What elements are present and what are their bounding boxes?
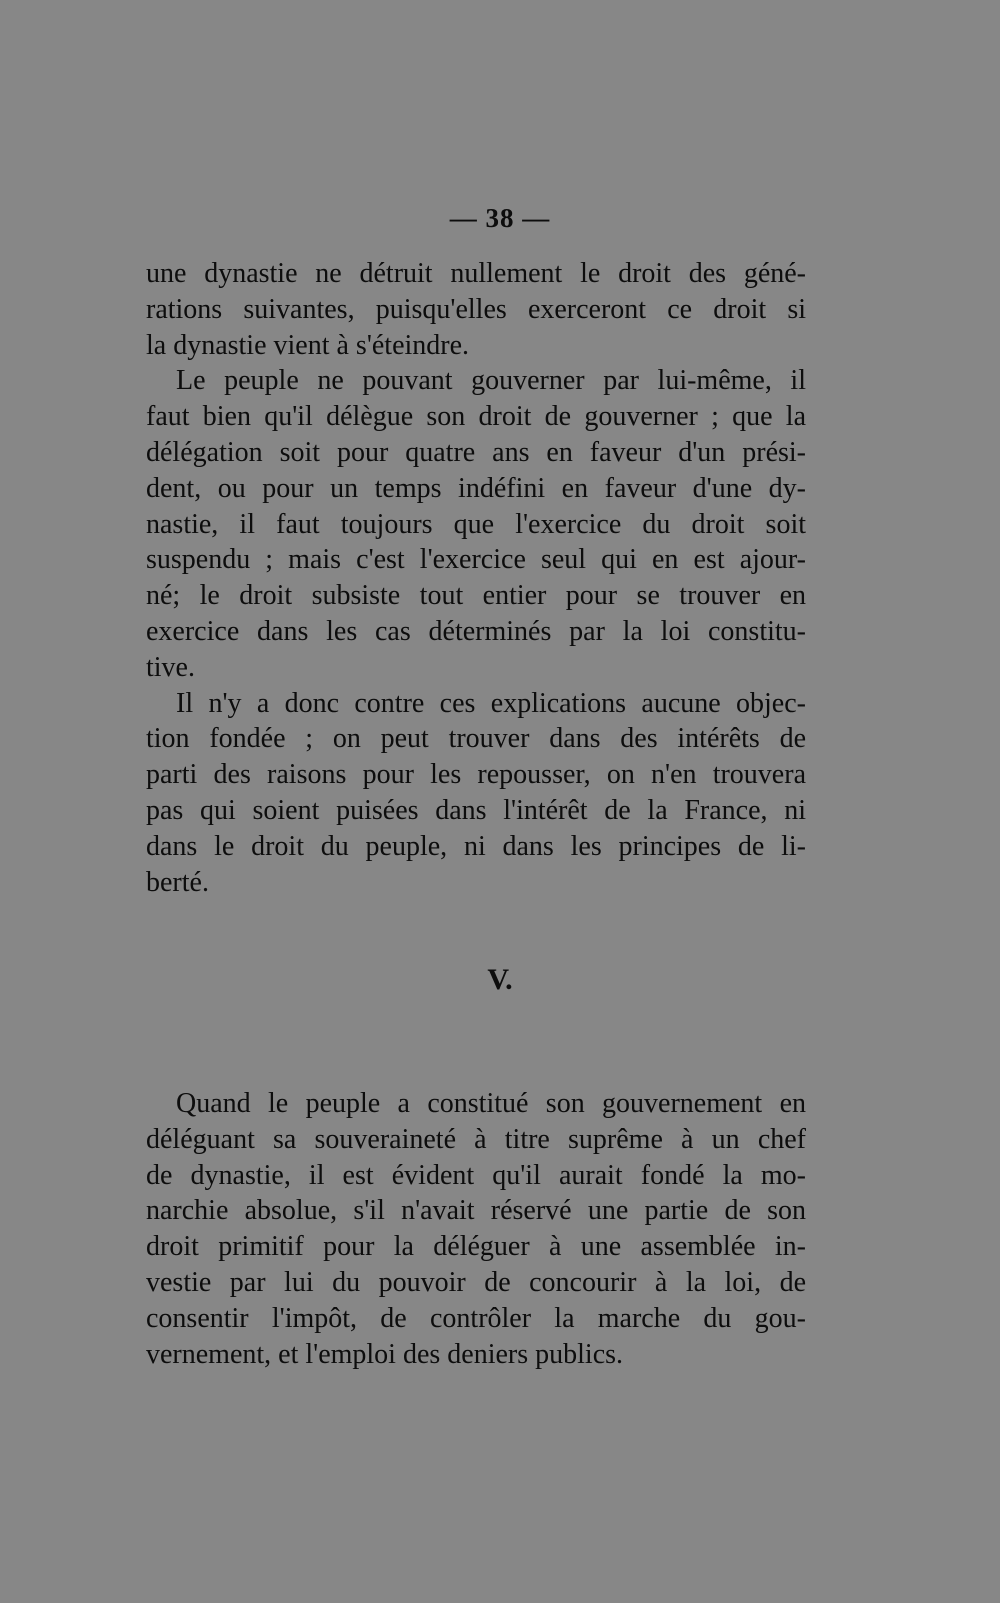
- text-line: vestie par lui du pouvoir de concourir à la loi, de: [146, 1266, 806, 1298]
- text-line: Quand le peuple a constitué son gouvernement en: [176, 1088, 806, 1119]
- text-line: dent, ou pour un temps indéfini en faveur d'une dy-: [146, 472, 806, 504]
- text-line: la dynastie vient à s'éteindre.: [146, 329, 470, 361]
- text-line: exercice dans les cas déterminés par la loi constitu-: [146, 615, 806, 647]
- text-line: suspendu ; mais c'est l'exercice seul qui en est ajour-: [146, 544, 806, 576]
- text-line: vernement, et l'emploi des deniers publics.: [146, 1338, 624, 1370]
- text-line: déléguant sa souveraineté à titre suprême à un chef: [146, 1123, 806, 1155]
- text-line: Le peuple ne pouvant gouverner par lui-même, il: [176, 365, 806, 397]
- text-line: une dynastie ne détruit nullement le droit des géné-: [146, 258, 806, 289]
- paragraph-block-2: [146, 1086, 806, 1372]
- text-line: dans le droit du peuple, ni dans les principes de li-: [146, 830, 806, 862]
- text-line: faut bien qu'il délègue son droit de gouverner ; que la: [146, 401, 806, 433]
- text-line: nastie, il faut toujours que l'exercice du droit soit: [146, 508, 806, 540]
- text-line: de dynastie, il est évident qu'il aurait fondé la mo-: [146, 1159, 806, 1191]
- section-heading: V.: [487, 963, 513, 996]
- text-line: pas qui soient puisées dans l'intérêt de la France, ni: [146, 794, 806, 826]
- text-line: berté.: [146, 866, 209, 898]
- text-line: narchie absolue, s'il n'avait réservé une partie de son: [146, 1195, 806, 1227]
- text-line: parti des raisons pour les repousser, on n'en trouvera: [146, 759, 806, 791]
- text-line: délégation soit pour quatre ans en faveur d'un prési-: [146, 436, 806, 468]
- text-line: rations suivantes, puisqu'elles exerceront ce droit si: [146, 293, 806, 325]
- text-line: tive.: [146, 651, 195, 683]
- text-line: tion fondée ; on peut trouver dans des intérêts de: [146, 723, 806, 755]
- text-line: droit primitif pour la déléguer à une assemblée in-: [146, 1231, 806, 1263]
- text-line: consentir l'impôt, de contrôler la marche du gou-: [146, 1302, 806, 1334]
- text-line: né; le droit subsiste tout entier pour se trouver en: [146, 580, 806, 612]
- paragraph-block-1: [146, 256, 806, 900]
- text-line: Il n'y a donc contre ces explications aucune objec-: [176, 687, 806, 719]
- page-number: — 38 —: [449, 203, 551, 233]
